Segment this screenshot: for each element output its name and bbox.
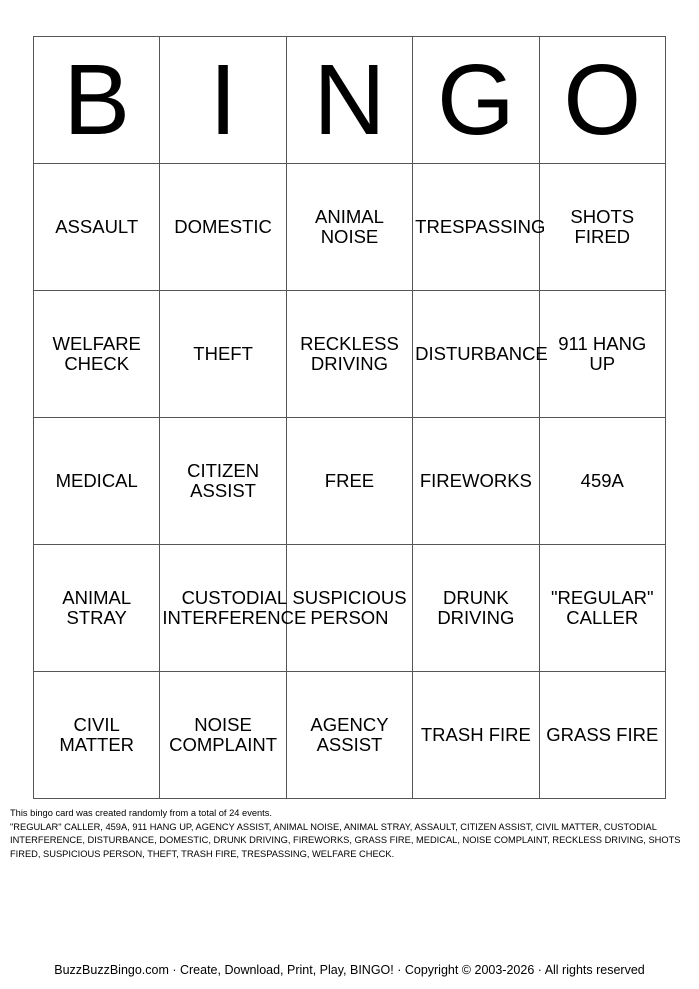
cell-text: ANIMAL NOISE (315, 206, 384, 247)
header-letter-i: I (160, 37, 286, 164)
site-footer: BuzzBuzzBingo.com · Create, Download, Print, Play, BINGO! · Copyright © 2003-2026 · All rights reserved (54, 963, 645, 977)
header-letter-n: N (286, 37, 412, 164)
cell-text: NOISE COMPLAINT (169, 714, 278, 755)
cell-text: ASSAULT (55, 216, 139, 237)
card-info-event-list: "REGULAR" CALLER, 459A, 911 HANG UP, AGENCY ASSIST, ANIMAL NOISE, ANIMAL STRAY, ASSAULT, CITIZEN ASSIST, CIVIL MATTER, CUSTODIAL INTERFERENCE, DISTURBANCE, DOMESTIC, DRUNK DRIVING, FIREWORKS, GRASS FIRE, MEDICAL, NOISE COMPLAINT, RECKLESS DRIVING, SHOTS FIRED, SUSPICIOUS PERSON, THEFT, TRASH FIRE, TRESPASSING, WELFARE CHECK. (10, 821, 681, 859)
bingo-cell (34, 418, 160, 545)
header-letter-o: O (539, 37, 665, 164)
bingo-row-4 (34, 545, 666, 672)
bingo-row-3 (34, 418, 666, 545)
bingo-row-1 (34, 164, 666, 291)
card-info-note (10, 807, 692, 861)
bingo-cell (160, 545, 307, 672)
bingo-row-5 (34, 672, 666, 799)
bingo-cell (160, 164, 286, 291)
bingo-cell (539, 418, 665, 545)
bingo-card (33, 36, 666, 799)
bingo-cell (160, 291, 286, 418)
bingo-cell (539, 672, 665, 799)
bingo-cell (160, 672, 286, 799)
cell-text: AGENCY ASSIST (310, 714, 389, 755)
cell-text: SHOTS FIRED (570, 206, 635, 247)
bingo-cell (34, 672, 160, 799)
bingo-cell (413, 291, 548, 418)
bingo-cell (413, 418, 539, 545)
cell-text: WELFARE CHECK (52, 333, 141, 374)
bingo-cell (34, 291, 160, 418)
bingo-cell (286, 164, 412, 291)
cell-text: TRASH FIRE (420, 724, 531, 745)
cell-text: RECKLESS DRIVING (300, 333, 399, 374)
free-space-cell (286, 418, 412, 545)
bingo-cell (539, 164, 665, 291)
header-letter-b: B (34, 37, 160, 164)
bingo-cell (539, 545, 665, 672)
cell-text: GRASS FIRE (546, 724, 659, 745)
bingo-cell (34, 164, 160, 291)
bingo-cell (286, 291, 412, 418)
cell-text: 911 HANG UP (558, 333, 647, 374)
cell-text: DOMESTIC (174, 216, 272, 237)
header-letter-g: G (413, 37, 539, 164)
card-info-intro: This bingo card was created randomly from a total of 24 events. (10, 808, 272, 818)
bingo-cell (160, 418, 286, 545)
bingo-cell (413, 545, 539, 672)
bingo-header-row (34, 37, 666, 164)
bingo-cell (286, 672, 412, 799)
cell-text: FREE (324, 470, 375, 491)
bingo-cell (539, 291, 665, 418)
cell-text: CIVIL MATTER (59, 714, 135, 755)
cell-text: DRUNK DRIVING (437, 587, 515, 628)
bingo-cell (286, 545, 412, 672)
cell-text: SUSPICIOUS PERSON (292, 587, 407, 628)
cell-text: CITIZEN ASSIST (187, 460, 260, 501)
cell-text: "REGULAR" CALLER (550, 587, 654, 628)
bingo-row-2 (34, 291, 666, 418)
bingo-cell (413, 164, 546, 291)
cell-text: CUSTODIAL INTERFERENCE (162, 587, 307, 628)
cell-text: 459A (580, 470, 624, 491)
cell-text: THEFT (193, 343, 253, 364)
cell-text: DISTURBANCE (415, 343, 548, 364)
cell-text: ANIMAL STRAY (62, 587, 132, 628)
cell-text: MEDICAL (55, 470, 138, 491)
cell-text: TRESPASSING (415, 216, 546, 237)
cell-text: FIREWORKS (419, 470, 532, 491)
bingo-cell (413, 672, 539, 799)
bingo-cell (34, 545, 160, 672)
